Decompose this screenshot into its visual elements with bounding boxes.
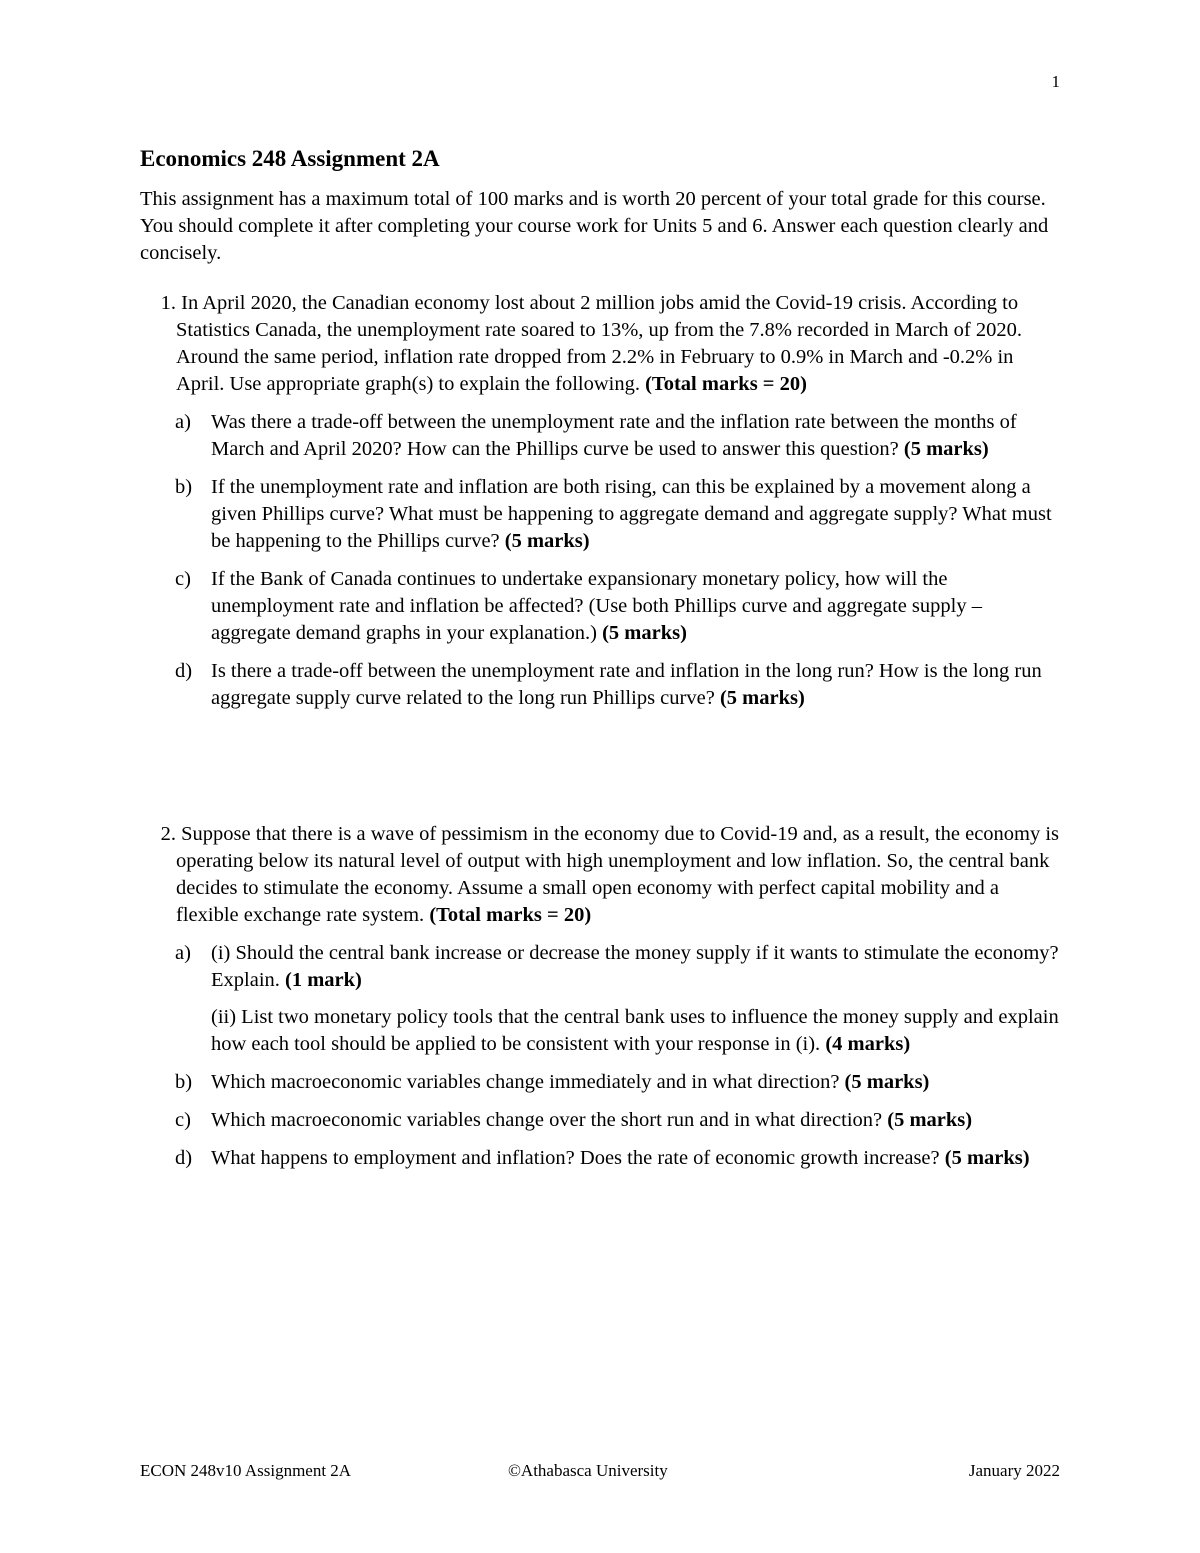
page-number: 1 bbox=[1051, 72, 1060, 91]
part-text: Was there a trade-off between the unemployment rate and the inflation rate between the months of March and April 2020? How can the Phillips curve be used to answer this question? bbox=[211, 411, 1017, 460]
question-2 bbox=[140, 821, 1060, 1172]
part-label: c) bbox=[175, 568, 191, 590]
question-1-marks: (Total marks = 20) bbox=[645, 373, 807, 395]
part-marks: (5 marks) bbox=[944, 1147, 1030, 1169]
part-text: Which macroeconomic variables change immediately and in what direction? bbox=[211, 1071, 840, 1093]
question-2-part-d bbox=[140, 1145, 1060, 1172]
part-marks: (5 marks) bbox=[602, 622, 687, 644]
question-2-text-block bbox=[176, 821, 1060, 929]
question-1-text-block bbox=[176, 290, 1060, 398]
question-1-part-d bbox=[140, 658, 1060, 712]
question-1-part-a bbox=[140, 409, 1060, 463]
question-1-number: 1. bbox=[160, 292, 176, 314]
part-marks: (5 marks) bbox=[844, 1071, 930, 1093]
part-label: b) bbox=[175, 1071, 193, 1093]
question-1-text: In April 2020, the Canadian economy lost about 2 million jobs amid the Covid-19 crisis. According to Statistics Canada, the unemployment rate soared to 13%, up from the 7.8% recorded in March of 2020. Around the same period, inflation rate dropped from 2.2% in February to 0.9% in March and -0.2% in April. Use appropriate graph(s) to explain the following. bbox=[176, 292, 1022, 395]
part-text: Is there a trade-off between the unemployment rate and inflation in the long run? How is the long run aggregate supply curve related to the long run Phillips curve? bbox=[211, 660, 1042, 709]
part-marks: (5 marks) bbox=[504, 530, 590, 552]
part-text: (i) Should the central bank increase or decrease the money supply if it wants to stimulate the economy? Explain. bbox=[211, 942, 1059, 991]
question-2-text: Suppose that there is a wave of pessimism in the economy due to Covid-19 and, as a result, the economy is operating below its natural level of output with high unemployment and low inflation. So, the central bank decides to stimulate the economy. Assume a small open economy with perfect capital mobility and a flexible exchange rate system. bbox=[176, 823, 1060, 926]
part-label: c) bbox=[175, 1109, 191, 1131]
question-1-part-b bbox=[140, 474, 1060, 555]
question-2-number: 2. bbox=[160, 823, 176, 845]
part-marks: (5 marks) bbox=[719, 687, 805, 709]
question-2-part-b bbox=[140, 1069, 1060, 1096]
part-text: Which macroeconomic variables change over the short run and in what direction? bbox=[211, 1109, 883, 1131]
footer-course-code: ECON 248v10 Assignment 2A bbox=[140, 1461, 352, 1480]
part-text: What happens to employment and inflation? Does the rate of economic growth increase? bbox=[211, 1147, 940, 1169]
question-2-part-a bbox=[140, 940, 1060, 1058]
part-a-subpart-ii bbox=[211, 1004, 1060, 1058]
page-title: Economics 248 Assignment 2A bbox=[140, 146, 440, 171]
part-marks: (4 marks) bbox=[825, 1033, 911, 1055]
footer-date: January 2022 bbox=[968, 1461, 1060, 1480]
part-label: b) bbox=[175, 476, 193, 498]
question-1-part-c bbox=[140, 566, 1060, 647]
part-label: a) bbox=[175, 942, 191, 964]
part-label: d) bbox=[175, 1147, 193, 1169]
part-text: If the Bank of Canada continues to undertake expansionary monetary policy, how will the unemployment rate and inflation be affected? (Use both Phillips curve and aggregate supply – aggregate demand graphs in your explanation.) bbox=[211, 568, 982, 644]
part-marks: (5 marks) bbox=[887, 1109, 973, 1131]
question-2-marks: (Total marks = 20) bbox=[429, 904, 592, 926]
footer-copyright: ©Athabasca University bbox=[508, 1461, 668, 1480]
intro-paragraph: This assignment has a maximum total of 100 marks and is worth 20 percent of your total grade for this course. You should complete it after completing your course work for Units 5 and 6. Answer each question clearly and concisely. bbox=[140, 188, 1049, 264]
part-label: a) bbox=[175, 411, 191, 433]
part-text: If the unemployment rate and inflation are both rising, can this be explained by a movement along a given Phillips curve? What must be happening to aggregate demand and aggregate supply? What must be happening to the Phillips curve? bbox=[211, 476, 1052, 552]
question-1 bbox=[140, 290, 1060, 712]
part-text: (ii) List two monetary policy tools that the central bank uses to influence the money supply and explain how each tool should be applied to be consistent with your response in (i). bbox=[211, 1006, 1059, 1055]
question-2-part-c bbox=[140, 1107, 1060, 1134]
part-marks: (5 marks) bbox=[903, 438, 989, 460]
part-label: d) bbox=[175, 660, 193, 682]
part-marks: (1 mark) bbox=[285, 969, 362, 991]
